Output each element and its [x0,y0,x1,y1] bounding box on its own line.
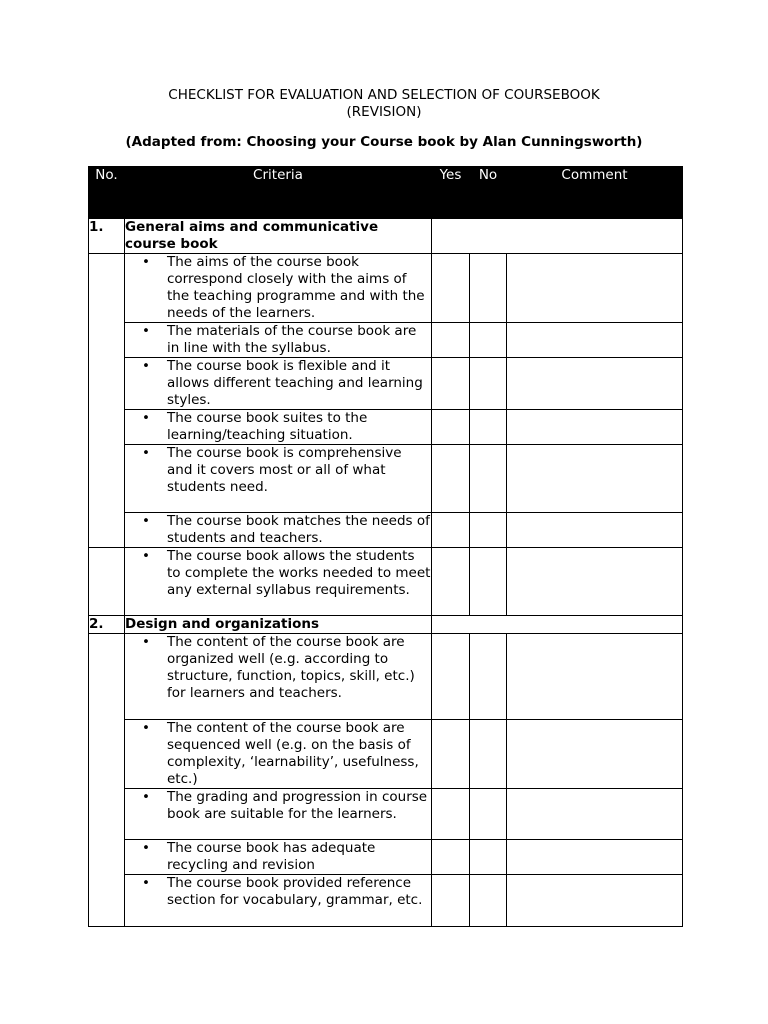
no-cell[interactable] [470,634,507,720]
criterion-text: The content of the course book are organized well (e.g. according to structure, function, topics, skill, etc.) for learners and teachers. [167,634,415,701]
no-cell[interactable] [470,875,507,927]
bullet-icon: • [142,513,150,529]
criterion-row [89,840,683,875]
section-title: Design and organizations [125,616,432,634]
criterion-row [89,254,683,323]
header-comment: Comment [507,167,683,219]
yes-cell[interactable] [432,254,470,323]
bullet-icon: • [142,720,150,736]
number-cell-blank [89,634,125,927]
criterion-text: The course book matches the needs of students and teachers. [167,513,430,546]
criterion-text: The course book has adequate recycling and revision [167,840,376,873]
yes-cell[interactable] [432,548,470,616]
criterion-row [89,323,683,358]
criterion-text: The grading and progression in course book are suitable for the learners. [167,789,428,822]
no-cell[interactable] [470,513,507,548]
bullet-icon: • [142,875,150,891]
yes-cell[interactable] [432,323,470,358]
bullet-icon: • [142,254,150,270]
comment-cell[interactable] [507,548,683,616]
criterion-text: The course book suites to the learning/teaching situation. [167,410,368,443]
bullet-icon: • [142,548,150,564]
yes-cell[interactable] [432,410,470,445]
yes-cell[interactable] [432,789,470,840]
comment-cell[interactable] [507,720,683,789]
bullet-icon: • [142,789,150,805]
criterion-text: The course book is flexible and it allows different teaching and learning styles. [167,358,423,408]
yes-cell[interactable] [432,358,470,410]
yes-cell[interactable] [432,513,470,548]
yes-cell[interactable] [432,840,470,875]
criterion-text: The content of the course book are sequenced well (e.g. on the basis of complexity, ‘learnability’, usefulness, etc.) [167,720,419,787]
section-row [89,219,683,254]
number-cell-blank [89,254,125,548]
section-title: General aims and communicative course book [125,219,432,254]
document-title-line2: (REVISION) [346,104,422,120]
criterion-text: The aims of the course book correspond closely with the aims of the teaching programme and with the needs of the learners. [167,254,425,321]
no-cell[interactable] [470,410,507,445]
no-cell[interactable] [470,358,507,410]
header-criteria: Criteria [125,167,432,219]
criterion-row [89,410,683,445]
comment-cell[interactable] [507,254,683,323]
no-cell[interactable] [470,323,507,358]
bullet-icon: • [142,358,150,374]
document-title-line1: CHECKLIST FOR EVALUATION AND SELECTION OF COURSEBOOK [168,87,600,103]
section-number: 1. [89,219,125,254]
yes-cell[interactable] [432,720,470,789]
bullet-icon: • [142,410,150,426]
criterion-row [89,789,683,840]
criterion-text: The course book provided reference section for vocabulary, grammar, etc. [167,875,423,908]
section-number: 2. [89,616,125,634]
header-number: No. [89,167,125,219]
table-header-row [89,167,683,219]
document-source-note: (Adapted from: Choosing your Course book by Alan Cunningsworth) [125,134,643,150]
bullet-icon: • [142,634,150,650]
comment-cell[interactable] [507,634,683,720]
criterion-row [89,358,683,410]
comment-cell[interactable] [507,445,683,513]
yes-cell[interactable] [432,634,470,720]
criterion-text: The course book is comprehensive and it covers most or all of what students need. [167,445,402,495]
bullet-icon: • [142,445,150,461]
section-blank-cell [432,616,683,634]
yes-cell[interactable] [432,875,470,927]
no-cell[interactable] [470,840,507,875]
comment-cell[interactable] [507,513,683,548]
criterion-row [89,634,683,720]
comment-cell[interactable] [507,358,683,410]
no-cell[interactable] [470,548,507,616]
checklist-table [88,166,683,927]
bullet-icon: • [142,323,150,339]
criterion-row [89,513,683,548]
header-yes: Yes [432,167,470,219]
section-blank-cell [432,219,683,254]
bullet-icon: • [142,840,150,856]
comment-cell[interactable] [507,875,683,927]
comment-cell[interactable] [507,840,683,875]
number-cell-blank [89,548,125,616]
no-cell[interactable] [470,445,507,513]
comment-cell[interactable] [507,789,683,840]
criterion-row [89,720,683,789]
criterion-text: The materials of the course book are in line with the syllabus. [167,323,417,356]
no-cell[interactable] [470,720,507,789]
section-row [89,616,683,634]
criterion-text: The course book allows the students to complete the works needed to meet any external syllabus requirements. [167,548,431,598]
criterion-row [89,548,683,616]
no-cell[interactable] [470,254,507,323]
header-no: No [470,167,507,219]
comment-cell[interactable] [507,410,683,445]
no-cell[interactable] [470,789,507,840]
criterion-row [89,875,683,927]
yes-cell[interactable] [432,445,470,513]
comment-cell[interactable] [507,323,683,358]
criterion-row [89,445,683,513]
